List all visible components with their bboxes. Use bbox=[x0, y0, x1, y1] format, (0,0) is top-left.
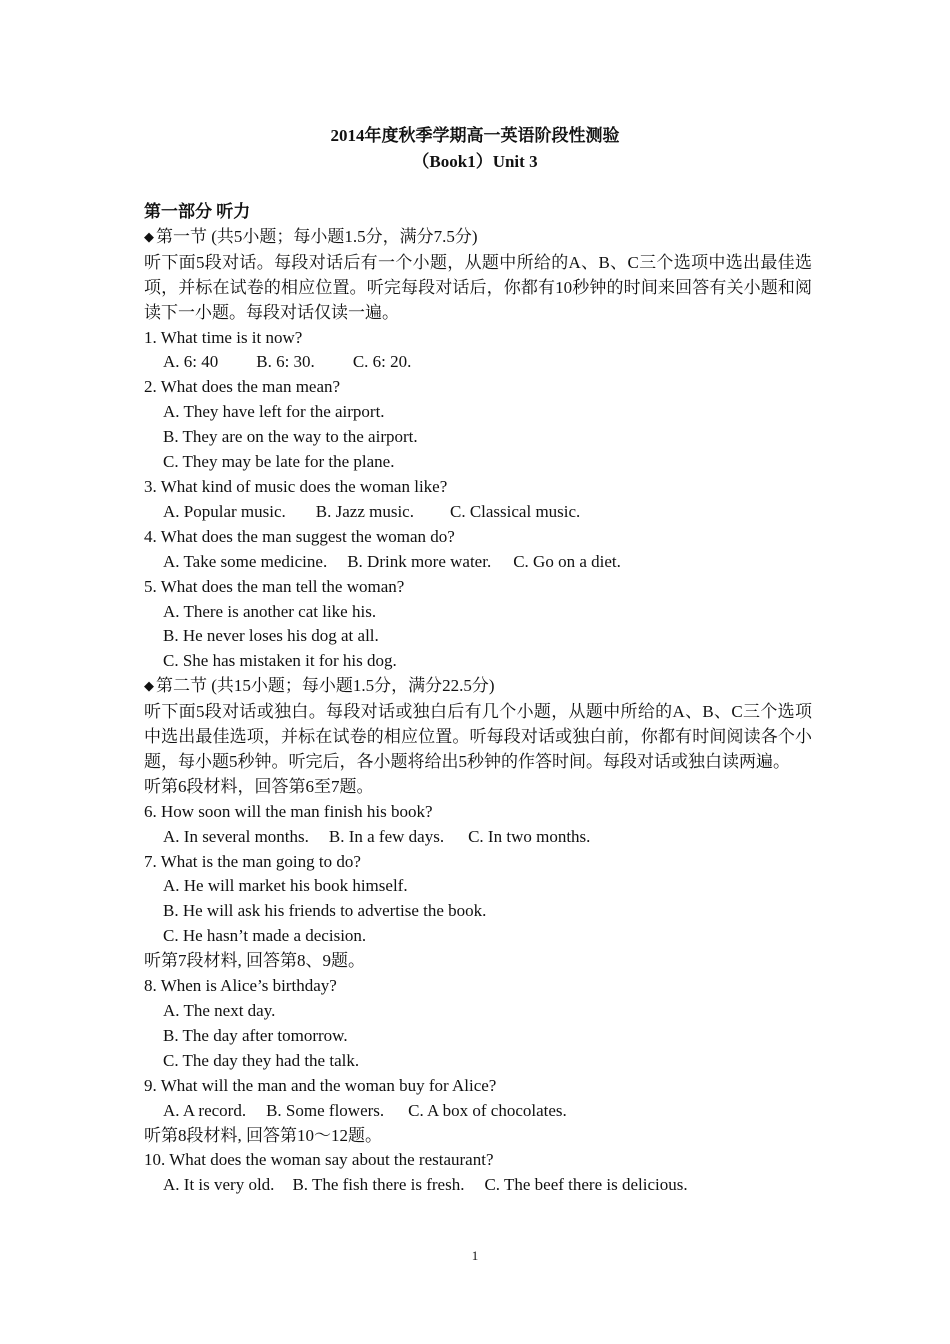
material-7-note: 听第7段材料, 回答第8、9题。 bbox=[144, 951, 365, 971]
section1-instructions: 听下面5段对话。每段对话后有一个小题，从题中所给的A、B、C三个选项中选出最佳选项，并标在试卷的相应位置。听完每段对话后，你都有10秒钟的时间来回答有关小题和阅读下一小题。每段对话仅读一遍。 bbox=[144, 252, 812, 322]
question-2-stem: 2. What does the man mean? bbox=[144, 377, 341, 397]
option-b: B. They are on the way to the airport. bbox=[163, 427, 418, 447]
section1-heading bbox=[144, 225, 812, 251]
material-6-note: 听第6段材料，回答第6至7题。 bbox=[144, 776, 374, 796]
option-a: A. He will market his book himself. bbox=[163, 876, 408, 896]
question-3-options bbox=[144, 500, 812, 525]
question-5-stem: 5. What does the man tell the woman? bbox=[144, 576, 405, 596]
option-a: A. There is another cat like his. bbox=[163, 601, 377, 621]
section2-heading bbox=[144, 674, 812, 700]
option-c: C. Classical music. bbox=[449, 501, 581, 521]
question-4-options bbox=[144, 550, 812, 575]
option-b: B. He never loses his dog at all. bbox=[163, 626, 379, 646]
question-6-options bbox=[144, 825, 812, 850]
option-c: C. They may be late for the plane. bbox=[163, 452, 395, 472]
option-b: B. Some flowers. bbox=[266, 1100, 385, 1120]
section1-heading-text: 第一节 (共5小题；每小题1.5分，满分7.5分) bbox=[156, 226, 478, 246]
option-a: A. They have left for the airport. bbox=[163, 402, 385, 422]
question-3-stem: 3. What kind of music does the woman like? bbox=[144, 476, 448, 496]
option-a: A. A record. bbox=[163, 1100, 247, 1120]
section2-instructions: 听下面5段对话或独白。每段对话或独白后有几个小题，从题中所给的A、B、C三个选项中选出最佳选项，并标在试卷的相应位置。听每段对话或独白前，你都有时间阅读各个小题，每小题5秒钟。听完后，各小题将给出5秒钟的作答时间。每段对话或独白读两遍。 bbox=[144, 702, 812, 771]
question-1-options bbox=[144, 350, 812, 375]
option-a: A. The next day. bbox=[163, 1001, 276, 1020]
page-number: 1 bbox=[471, 1248, 479, 1263]
option-c: C. 6: 20. bbox=[352, 352, 412, 372]
option-c: C. The beef there is delicious. bbox=[484, 1175, 688, 1195]
material-8-note: 听第8段材料, 回答第10～12题。 bbox=[144, 1125, 382, 1145]
section2-heading-text: 第二节 (共15小题；每小题1.5分，满分22.5分) bbox=[156, 676, 495, 696]
question-1-stem: 1. What time is it now? bbox=[144, 327, 303, 347]
question-8-stem: 8. When is Alice’s birthday? bbox=[144, 976, 337, 996]
question-9-options bbox=[144, 1099, 812, 1124]
option-c: C. Go on a diet. bbox=[513, 551, 621, 571]
option-b: B. The day after tomorrow. bbox=[163, 1025, 348, 1045]
option-b: B. Jazz music. bbox=[315, 501, 414, 521]
part1-heading: 第一部分 听力 bbox=[144, 202, 251, 221]
page-subtitle: （Book1）Unit 3 bbox=[412, 152, 538, 171]
option-c: C. A box of chocolates. bbox=[408, 1100, 567, 1120]
page-title: 2014年度秋季学期高一英语阶段性测验 bbox=[330, 126, 620, 145]
option-b: B. Drink more water. bbox=[347, 551, 492, 571]
diamond-bullet-icon: ◆ bbox=[144, 678, 154, 694]
option-b: B. He will ask his friends to advertise the book. bbox=[163, 901, 487, 921]
question-6-stem: 6. How soon will the man finish his book? bbox=[144, 801, 433, 821]
diamond-bullet-icon: ◆ bbox=[144, 228, 154, 244]
question-10-options bbox=[144, 1173, 812, 1198]
option-a: A. 6: 40 bbox=[163, 352, 219, 372]
option-a: A. It is very old. bbox=[163, 1175, 275, 1195]
question-4-stem: 4. What does the man suggest the woman do? bbox=[144, 526, 455, 546]
option-b: B. In a few days. bbox=[328, 826, 445, 846]
option-a: A. In several months. bbox=[163, 826, 309, 846]
option-c: C. She has mistaken it for his dog. bbox=[163, 651, 397, 671]
option-a: A. Take some medicine. bbox=[163, 551, 328, 571]
question-7-stem: 7. What is the man going to do? bbox=[144, 851, 361, 871]
option-a: A. Popular music. bbox=[163, 501, 286, 521]
option-b: B. The fish there is fresh. bbox=[292, 1175, 465, 1195]
option-c: C. He hasn’t made a decision. bbox=[163, 926, 367, 946]
option-c: C. The day they had the talk. bbox=[163, 1050, 360, 1070]
question-10-stem: 10. What does the woman say about the restaurant? bbox=[144, 1150, 494, 1170]
question-9-stem: 9. What will the man and the woman buy for Alice? bbox=[144, 1075, 497, 1095]
option-b: B. 6: 30. bbox=[256, 352, 315, 372]
exam-content bbox=[144, 200, 812, 1198]
option-c: C. In two months. bbox=[468, 826, 591, 846]
